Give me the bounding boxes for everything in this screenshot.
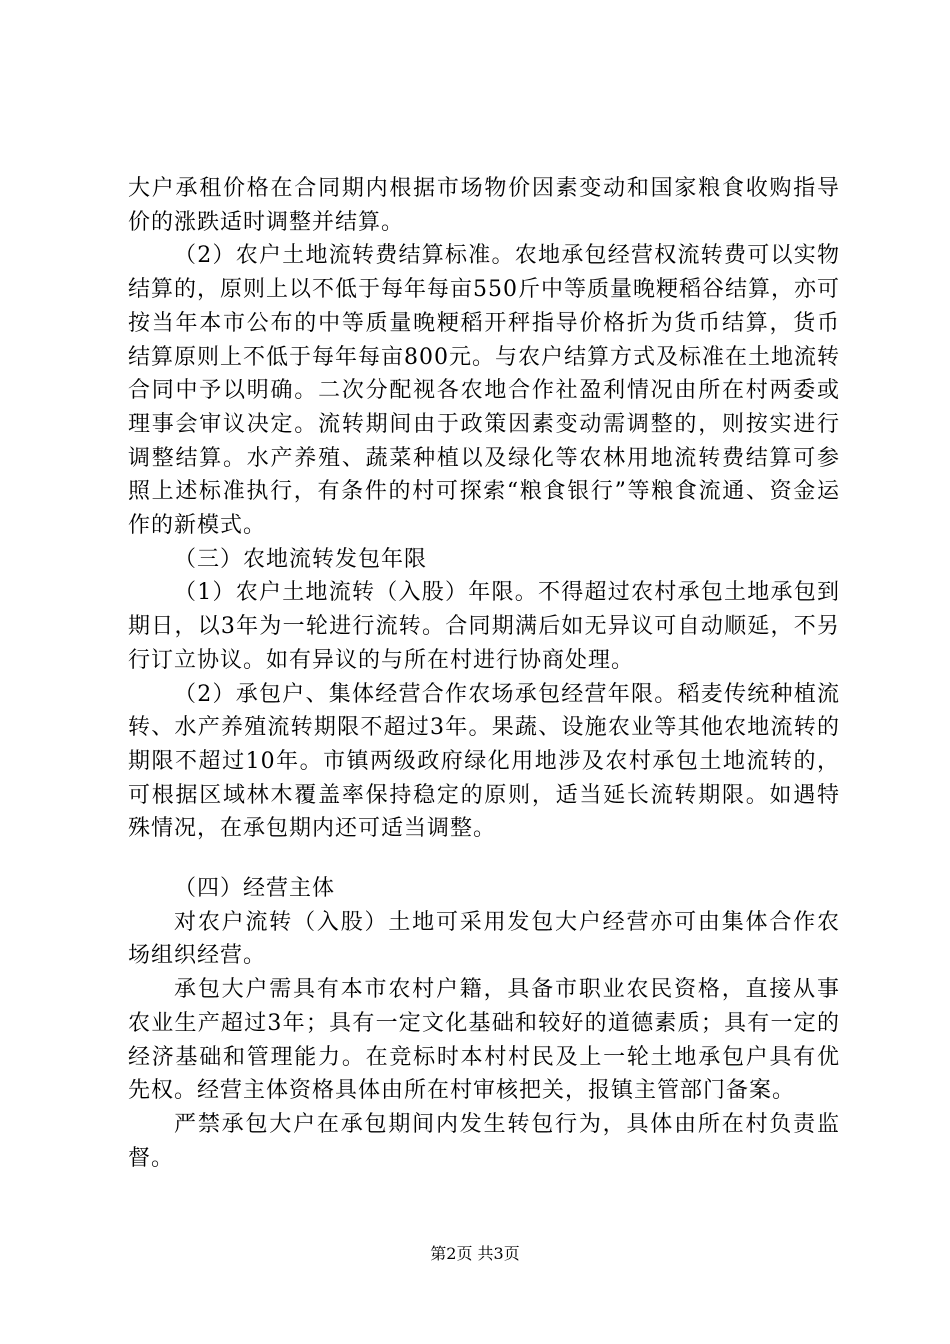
paragraph-contractor-requirements: 承包大户需具有本市农村户籍，具备市职业农民资格，直接从事农业生产超过3年；具有一定文化基础和较好的道德素质；具有一定的经济基础和管理能力。在竞标时本村村民及上一轮土地承包户具有优先权。经营主体资格具体由所在村审核把关，报镇主管部门备案。 [128, 977, 840, 1104]
paragraph-spacer [128, 846, 840, 872]
document-body [128, 172, 840, 1175]
section-heading-operator: （四）经营主体 [174, 876, 336, 902]
paragraph-settlement-standard: （2）农户土地流转费结算标准。农地承包经营权流转费可以实物结算的，原则上以不低于每年每亩550斤中等质量晚粳稻谷结算，亦可按当年本市公布的中等质量晚粳稻开秤指导价格折为货币结算，货币结算原则上不低于每年每亩800元。与农户结算方式及标准在土地流转合同中予以明确。二次分配视各农地合作社盈利情况由所在村两委或理事会审议决定。流转期间由于政策因素变动需调整的，则按实进行调整结算。水产养殖、蔬菜种植以及绿化等农林用地流转费结算可参照上述标准执行，有条件的村可探索“粮食银行”等粮食流通、资金运作的新模式。 [128, 243, 840, 539]
paragraph-rent-price: 大户承租价格在合同期内根据市场物价因素变动和国家粮食收购指导价的涨跌适时调整并结算。 [128, 176, 840, 235]
page-footer: 第2页 共3页 [430, 1244, 520, 1263]
paragraph-operation-mode: 对农户流转（入股）土地可采用发包大户经营亦可由集体合作农场组织经营。 [128, 909, 840, 969]
paragraph-subcontract-ban: 严禁承包大户在承包期间内发生转包行为，具体由所在村负责监督。 [128, 1111, 840, 1171]
paragraph-household-term: （1）农户土地流转（入股）年限。不得超过农村承包土地承包到期日，以3年为一轮进行流转。合同期满后如无异议可自动顺延，不另行订立协议。如有异议的与所在村进行协商处理。 [128, 580, 840, 673]
paragraph-contractor-term: （2）承包户、集体经营合作农场承包经营年限。稻麦传统种植流转、水产养殖流转期限不超过3年。果蔬、设施农业等其他农地流转的期限不超过10年。市镇两级政府绿化用地涉及农村承包土地流转的，可根据区域林木覆盖率保持稳定的原则，适当延长流转期限。如遇特殊情况，在承包期内还可适当调整。 [128, 681, 840, 842]
section-heading-term: （三）农地流转发包年限 [174, 546, 428, 572]
